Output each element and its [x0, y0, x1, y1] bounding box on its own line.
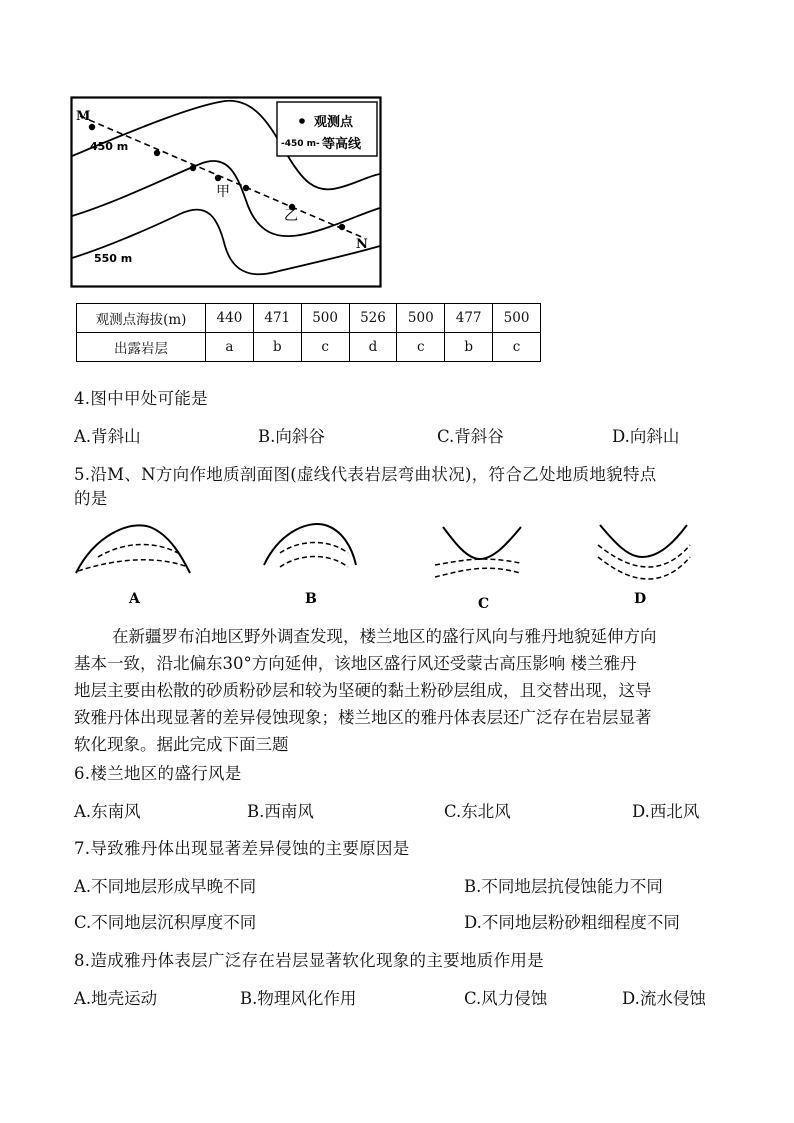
contour-label-450: 450 m	[90, 140, 129, 153]
q4-option-b[interactable]: B.向斜谷	[258, 427, 325, 446]
profile-surface	[600, 525, 687, 557]
table-cell: 500	[493, 304, 541, 333]
table-cell: d	[349, 333, 397, 362]
table-cell: 440	[206, 304, 254, 333]
passage-line: 基本一致，沿北偏东30°方向延伸，该地区盛行风还受蒙古高压影响 楼兰雅丹	[74, 654, 637, 673]
table-cell: b	[253, 333, 301, 362]
table-cell: c	[493, 333, 541, 362]
figure-label-b: B	[305, 591, 317, 607]
observation-point	[154, 150, 160, 156]
legend-contour-label: 等高线	[322, 137, 362, 152]
reading-passage	[74, 623, 724, 758]
q8-option-d[interactable]: D.流水侵蚀	[622, 989, 706, 1008]
profile-figure-a	[70, 515, 200, 610]
table-cell: c	[301, 333, 349, 362]
profile-surface	[76, 525, 190, 573]
q6-option-d[interactable]: D.西北风	[632, 802, 700, 821]
profile-figure-c	[425, 515, 535, 615]
passage-line: 软化现象。据此完成下面三题	[74, 735, 289, 754]
table-row	[77, 304, 541, 333]
rock-layer	[598, 557, 690, 579]
q8-option-b[interactable]: B.物理风化作用	[240, 989, 357, 1008]
table-cell: 500	[397, 304, 445, 333]
table-header-rock: 出露岩层	[77, 333, 206, 362]
q6-option-a[interactable]: A.东南风	[74, 802, 141, 821]
observation-point	[243, 185, 249, 191]
q4-option-a[interactable]: A.背斜山	[74, 427, 141, 446]
rock-layer	[435, 568, 520, 577]
question-5-stem-line1: 5.沿M、N方向作地质剖面图(虚线代表岩层弯曲状况)，符合乙处地质地貌特点	[74, 465, 657, 484]
table-row	[77, 333, 541, 362]
rock-layer	[280, 543, 348, 554]
question-6-stem: 6.楼兰地区的盛行风是	[74, 764, 242, 783]
table-cell: 526	[349, 304, 397, 333]
profile-figure-b	[250, 515, 370, 610]
passage-line: 致雅丹体出现显著的差异侵蚀现象；楼兰地区的雅丹体表层还广泛存在岩层显著	[74, 708, 652, 727]
q4-option-d[interactable]: D.向斜山	[612, 427, 680, 446]
q8-option-c[interactable]: C.风力侵蚀	[464, 989, 548, 1008]
contour-map	[70, 96, 382, 288]
q7-option-d[interactable]: D.不同地层粉砂粗细程度不同	[464, 913, 680, 932]
table-cell: 471	[253, 304, 301, 333]
rock-layer	[98, 544, 178, 557]
question-5-stem-line2: 的是	[74, 489, 108, 508]
label-jia: 甲	[216, 184, 230, 200]
figure-label-d: D	[634, 591, 647, 607]
question-4-stem: 4.图中甲处可能是	[74, 389, 208, 408]
label-m: M	[76, 109, 91, 124]
passage-line: 地层主要由松散的砂质粉砂层和较为坚硬的黏土粉砂层组成，且交替出现，这导	[74, 681, 652, 700]
q7-option-b[interactable]: B.不同地层抗侵蚀能力不同	[464, 877, 663, 896]
profile-surface	[264, 524, 356, 565]
passage-line: 在新疆罗布泊地区野外调查发现，楼兰地区的盛行风向与雅丹地貌延伸方向	[112, 627, 657, 646]
q4-option-c[interactable]: C.背斜谷	[437, 427, 504, 446]
rock-layer	[280, 557, 348, 568]
figure-label-a: A	[129, 591, 140, 607]
observation-point	[215, 175, 221, 181]
contour-label-550: 550 m	[94, 252, 133, 265]
legend-point-icon	[299, 118, 305, 124]
figure-label-c: C	[478, 596, 490, 612]
question-7-stem: 7.导致雅丹体出现显著差异侵蚀的主要原因是	[74, 839, 410, 858]
observation-table	[76, 303, 541, 362]
label-yi: 乙	[284, 208, 298, 224]
q6-option-c[interactable]: C.东北风	[444, 802, 511, 821]
q8-option-a[interactable]: A.地壳运动	[74, 989, 158, 1008]
table-cell: c	[397, 333, 445, 362]
question-8-stem: 8.造成雅丹体表层广泛存在岩层显著软化现象的主要地质作用是	[74, 951, 544, 970]
table-header-elevation: 观测点海拔(m)	[77, 304, 206, 333]
table-cell: 477	[445, 304, 493, 333]
legend-contour-sample: -450 m-	[281, 139, 320, 149]
table-cell: a	[206, 333, 254, 362]
profile-surface	[443, 527, 521, 559]
table-cell: 500	[301, 304, 349, 333]
label-n: N	[356, 237, 368, 252]
observation-point	[339, 224, 345, 230]
q6-option-b[interactable]: B.西南风	[247, 802, 314, 821]
observation-point	[89, 124, 95, 130]
profile-figure-d	[590, 515, 700, 610]
observation-point	[190, 165, 196, 171]
table-cell: b	[445, 333, 493, 362]
rock-layer	[78, 560, 188, 571]
legend-point-label: 观测点	[314, 115, 354, 130]
q7-option-c[interactable]: C.不同地层沉积厚度不同	[74, 913, 257, 932]
rock-layer	[435, 559, 520, 565]
q7-option-a[interactable]: A.不同地层形成早晚不同	[74, 877, 257, 896]
